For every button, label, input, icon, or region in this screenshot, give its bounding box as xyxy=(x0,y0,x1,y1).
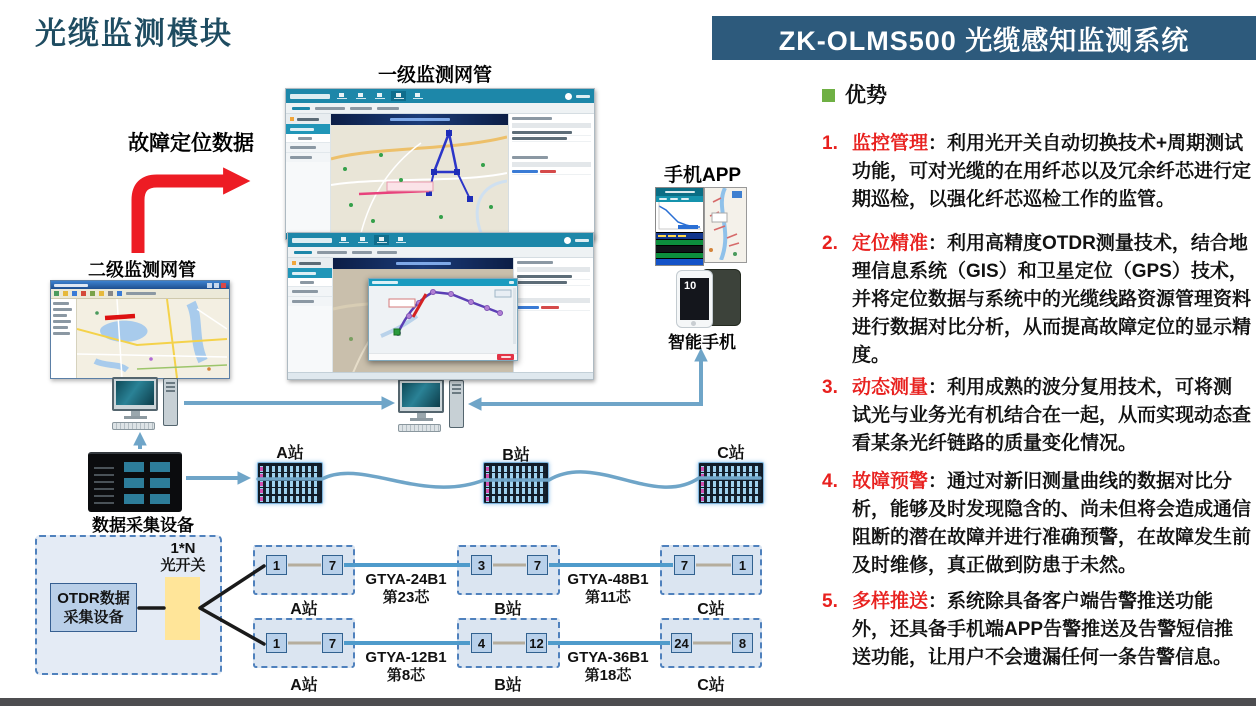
nav-icon-active xyxy=(391,91,406,101)
chain2-station-b-label: B站 xyxy=(494,677,522,694)
otdr-trace-chart xyxy=(656,202,703,232)
phone-app-curve-screenshot xyxy=(655,187,704,266)
advantage-item-4 xyxy=(814,468,1251,580)
secondary-nms-label: 二级监测网管 xyxy=(88,260,196,280)
secondary-server-computer xyxy=(112,377,180,431)
page-title: 光缆监测模块 xyxy=(35,16,233,51)
fault-locate-screenshot xyxy=(287,232,594,380)
item-body: ：通过对新旧测量曲线的数据对比分析，能够及时发现隐含的、尚未但将会造成通信阻断的潜在故障并进行准确预警，在故障发生前及时维修，真正做到防患于未然。 xyxy=(852,471,1252,576)
fault-location-dialog xyxy=(368,278,518,361)
map-graphic xyxy=(331,125,507,233)
port-box: 3 xyxy=(471,555,492,575)
tab-active xyxy=(292,107,310,110)
item-number: 1. xyxy=(822,133,838,154)
cable-model: GTYA-36B1 xyxy=(567,649,649,666)
nav-icon xyxy=(334,91,349,101)
nav-icon xyxy=(336,235,351,245)
map-area xyxy=(331,114,508,233)
item-body: ：利用光开关自动切换技术+周期测试功能，可对光缆的在用纤芯以及冗余纤芯进行定期巡检，以强化纤芯巡检工作的监管。 xyxy=(852,133,1252,210)
advantage-item-1 xyxy=(814,130,1251,214)
item-title: 定位精准 xyxy=(852,233,929,254)
tab-bar xyxy=(288,247,593,258)
port-box: 12 xyxy=(526,633,547,653)
item-title: 监控管理 xyxy=(852,133,929,154)
port-box: 8 xyxy=(732,633,753,653)
avatar xyxy=(565,93,572,100)
cable-core: 第8芯 xyxy=(386,667,426,684)
phone-app-label: 手机APP xyxy=(664,165,742,186)
tab xyxy=(377,107,399,110)
port-box: 7 xyxy=(527,555,548,575)
station-b-odf-rack xyxy=(483,462,549,504)
port-box: 1 xyxy=(732,555,753,575)
cable-core: 第18芯 xyxy=(584,667,632,684)
port-box: 1 xyxy=(266,633,287,653)
station-c-label: C站 xyxy=(717,445,745,462)
advantages-bullet-icon xyxy=(822,89,835,102)
port-box: 4 xyxy=(471,633,492,653)
port-box: 1 xyxy=(266,555,287,575)
chain2-segment1-label xyxy=(351,649,461,685)
minimize-icon xyxy=(207,283,212,288)
port-box: 24 xyxy=(671,633,692,653)
dialog-footer xyxy=(369,353,517,361)
detail-panel xyxy=(513,258,593,372)
item-body: ：利用高精度OTDR测量技术，结合地理信息系统（GIS）和卫星定位（GPS）技术，并将定位数据与系统中的光缆线路资源管理资料进行数据对比分析，从而提高故障定位的显示精度。 xyxy=(852,233,1252,366)
app-logo xyxy=(290,94,330,99)
chain2-station-c-label: C站 xyxy=(697,677,725,694)
advantage-item-5 xyxy=(814,588,1251,672)
advantage-item-2 xyxy=(814,230,1251,370)
smartphone-front-image xyxy=(676,270,713,328)
port-box: 7 xyxy=(674,555,695,575)
station-a-odf-rack xyxy=(257,462,323,504)
station-b-label: B站 xyxy=(502,447,530,464)
cable-model: GTYA-12B1 xyxy=(365,649,447,666)
toolbar xyxy=(51,289,229,299)
sidebar xyxy=(286,114,331,233)
otdr-unit-box xyxy=(50,583,137,632)
tab xyxy=(350,107,372,110)
cable-core: 第11芯 xyxy=(585,589,631,606)
item-number: 2. xyxy=(822,233,838,254)
map-banner xyxy=(331,114,508,125)
smartphone-label: 智能手机 xyxy=(668,333,736,352)
client-computer xyxy=(398,379,466,433)
advantage-item-3 xyxy=(814,374,1251,458)
secondary-nms-screenshot xyxy=(50,280,230,379)
window-titlebar xyxy=(51,281,229,289)
web-header xyxy=(286,89,594,103)
item-title: 故障预警 xyxy=(852,471,929,492)
otdr-unit-line1: OTDR数据 xyxy=(57,589,130,607)
tab-bar xyxy=(286,103,594,114)
fault-data-arrow xyxy=(138,181,234,253)
web-footer xyxy=(288,372,593,379)
web-header xyxy=(288,233,593,247)
chain2-segment2-label xyxy=(553,649,663,685)
chain1-station-b-label: B站 xyxy=(494,601,522,618)
daq-device-image xyxy=(88,452,182,512)
cable-model: GTYA-48B1 xyxy=(567,571,649,588)
chain1-segment2-label xyxy=(553,571,663,607)
fault-data-label: 故障定位数据 xyxy=(128,132,254,155)
item-number: 4. xyxy=(822,471,838,492)
chain1-station-c-label: C站 xyxy=(697,601,725,618)
maximize-icon xyxy=(214,283,219,288)
port-box: 7 xyxy=(322,555,343,575)
slide-footer-bar xyxy=(0,698,1256,706)
tab xyxy=(315,107,345,110)
item-body: ：系统除具备客户端告警推送功能外，还具备手机端APP告警推送及告警短信推送功能，让用户不会遗漏任何一条告警信息。 xyxy=(852,591,1234,668)
nav-icon xyxy=(410,91,425,101)
close-button xyxy=(497,354,514,360)
chain2-station-a-label: A站 xyxy=(290,677,318,694)
primary-nms-label: 一级监测网管 xyxy=(377,65,492,86)
switch-label-line1: 1*N xyxy=(170,540,196,557)
phone-screen xyxy=(680,278,709,320)
station-c-odf-rack xyxy=(698,462,764,504)
detail-panel xyxy=(508,114,594,233)
daq-label: 数据采集设备 xyxy=(92,516,194,535)
optical-switch-label xyxy=(147,540,219,574)
optical-switch-box xyxy=(165,577,200,640)
item-number: 3. xyxy=(822,377,838,398)
dialog-map xyxy=(369,286,517,353)
port-box: 7 xyxy=(322,633,343,653)
item-title: 动态测量 xyxy=(852,377,929,398)
sidebar xyxy=(288,258,333,372)
gis-map xyxy=(77,299,229,378)
chain1-station-a-label: A站 xyxy=(290,601,318,618)
item-number: 5. xyxy=(822,591,838,612)
avatar xyxy=(564,237,571,244)
cable-model: GTYA-24B1 xyxy=(365,571,447,588)
otdr-unit-line2: 采集设备 xyxy=(63,608,124,626)
cable-core: 第23芯 xyxy=(382,589,430,606)
item-title: 多样推送 xyxy=(852,591,929,612)
scrollbar xyxy=(513,288,516,344)
home-button xyxy=(691,321,696,326)
close-icon xyxy=(221,283,226,288)
close-icon xyxy=(509,281,514,284)
banner-title: ZK-OLMS500 光缆感知监测系统 xyxy=(712,16,1256,60)
switch-label-line2: 光开关 xyxy=(160,557,206,574)
phone-app-map-screenshot xyxy=(704,187,747,263)
nav-icon xyxy=(393,235,408,245)
nav-icon xyxy=(353,91,368,101)
layer-tree-panel xyxy=(51,299,77,378)
advantages-heading: 优势 xyxy=(845,84,887,107)
chain1-segment1-label xyxy=(351,571,461,607)
item-body: ：利用成熟的波分复用技术，可将测试光与业务光有机结合在一起，从而实现动态查看某条光纤链路的质量变化情况。 xyxy=(852,377,1252,454)
station-a-label: A站 xyxy=(276,445,304,462)
primary-nms-screenshot xyxy=(285,88,595,240)
nav-icon xyxy=(355,235,370,245)
nav-icon-active xyxy=(374,235,389,245)
phone-clock: 10 xyxy=(684,280,697,292)
nav-icon xyxy=(372,91,387,101)
